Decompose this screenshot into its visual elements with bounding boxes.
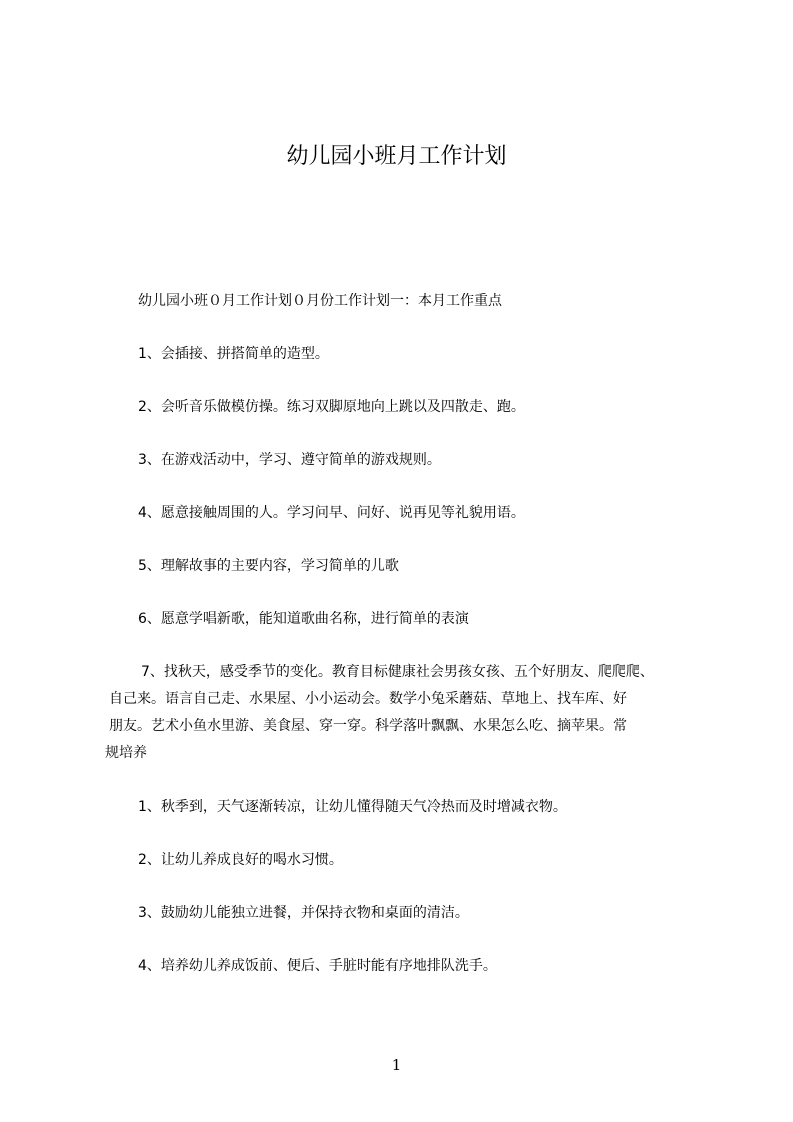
document-title: 幼儿园小班月工作计划	[286, 144, 507, 169]
focus-item: 2、会听音乐做模仿操。练习双脚原地向上跳以及四散走、跑。	[138, 399, 525, 415]
focus-item: 4、愿意接触周围的人。学习问早、问好、说再见等礼貌用语。	[138, 505, 525, 521]
routine-item: 3、鼓励幼儿能独立进餐，并保持衣物和桌面的清洁。	[138, 905, 469, 921]
item-7-line: 朋友。艺术小鱼水里游、美食屋、穿一穿。科学落叶飘飘、水果怎么吃、摘苹果。常	[109, 718, 627, 734]
routine-item: 2、让幼儿养成良好的喝水习惯。	[138, 852, 343, 868]
focus-item: 1、会插接、拼搭简单的造型。	[138, 346, 329, 362]
page-number: 1	[391, 1056, 402, 1074]
item-7-line: 自己来。语言自己走、水果屋、小小运动会。数学小兔采蘑菇、草地上、找车库、好	[109, 691, 627, 707]
focus-item: 5、理解故事的主要内容，学习简单的儿歌	[138, 558, 399, 574]
item-7-line: 7、找秋天，感受季节的变化。教育目标健康社会男孩女孩、五个好朋友、爬爬爬、	[141, 664, 654, 680]
intro-paragraph: 幼儿园小班０月工作计划０月份工作计划一：本月工作重点	[138, 293, 502, 309]
routine-item: 4、培养幼儿养成饭前、便后、手脏时能有序地排队洗手。	[138, 958, 497, 974]
focus-item: 3、在游戏活动中，学习、遵守简单的游戏规则。	[138, 452, 441, 468]
routine-item: 1、秋季到，天气逐渐转凉，让幼儿懂得随天气冷热而及时增减衣物。	[138, 799, 567, 815]
focus-item: 6、愿意学唱新歌，能知道歌曲名称，进行简单的表演	[138, 611, 469, 627]
item-7-line: 规培养	[105, 745, 147, 761]
